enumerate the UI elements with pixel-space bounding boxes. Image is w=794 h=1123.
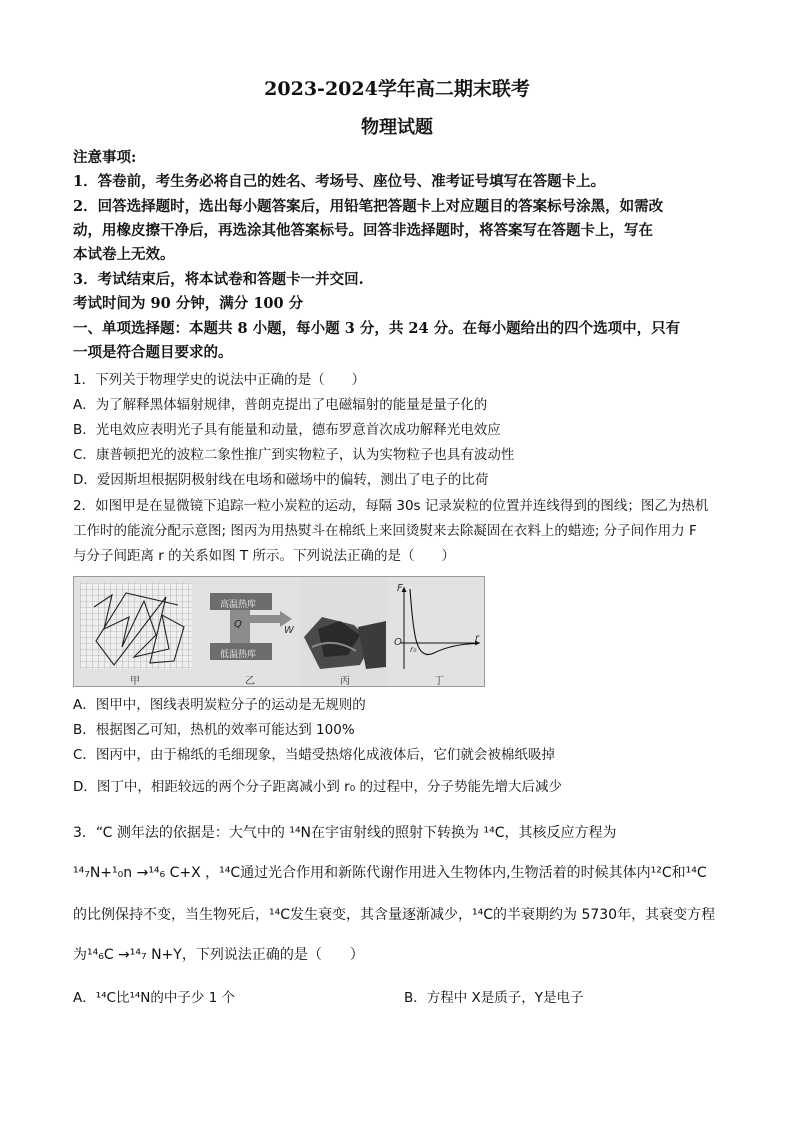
q2-stem-1: 2．如图甲是在显微镜下追踪一粒小炭粒的运动，每隔 30s 记录炭粒的位置并连线得到的图线；图乙为热机 xyxy=(73,498,709,514)
q1-option-a: A．为了解释黑体辐射规律，普朗克提出了电磁辐射的能量是量子化的 xyxy=(73,397,488,413)
figure-jia-brownian xyxy=(74,577,199,686)
q1-option-b: B．光电效应表明光子具有能量和动量，德布罗意首次成功解释光电效应 xyxy=(73,422,501,438)
q1-option-c: C．康普顿把光的波粒二象性推广到实物粒子，认为实物粒子也具有波动性 xyxy=(73,447,515,463)
heat-q-label: Q xyxy=(234,619,242,630)
notice-item-2-cont: 动，用橡皮擦干净后，再选涂其他答案标号。回答非选择题时，将答案写在答题卡上，写在 xyxy=(73,222,653,239)
q2-figure xyxy=(73,576,485,687)
q2-option-a: A．图甲中，图线表明炭粒分子的运动是无规则的 xyxy=(73,697,366,713)
q3-line-2: ¹⁴₇N+¹₀n →¹⁴₆ C+X ，¹⁴C通过光合作用和新陈代谢作用进入生物体内,生物活着的时候其体内¹²C和¹⁴C xyxy=(73,865,707,881)
q3-line-1: 3．“C 测年法的依据是：大气中的 ¹⁴N在宇宙射线的照射下转换为 ¹⁴C，其核反应方程为 xyxy=(73,825,617,841)
r0-label: r₀ xyxy=(410,645,417,654)
q3-option-b: B．方程中 X是质子，Y是电子 xyxy=(404,990,584,1006)
q2-option-b: B．根据图乙可知，热机的效率可能达到 100% xyxy=(73,722,355,738)
section-heading-cont: 一项是符合题目要求的。 xyxy=(73,344,233,361)
subject-title: 物理试题 xyxy=(361,117,433,138)
figure-label-jia: 甲 xyxy=(130,676,140,687)
f-axis-label: F xyxy=(397,583,403,594)
q1-stem: 1．下列关于物理学史的说法中正确的是（ ） xyxy=(73,372,366,388)
work-w-label: W xyxy=(284,625,294,636)
origin-label: O xyxy=(394,637,402,648)
section-heading: 一、单项选择题：本题共 8 小题，每小题 3 分，共 24 分。在每小题给出的四个选项中，只有 xyxy=(73,320,681,337)
figure-label-ding: 丁 xyxy=(434,676,444,687)
q2-option-c: C．图丙中，由于棉纸的毛细现象，当蜡受热熔化成液体后，它们就会被棉纸吸掉 xyxy=(73,747,555,763)
r-axis-label: r xyxy=(475,633,480,644)
hot-reservoir-label: 高温热库 xyxy=(220,600,257,610)
notice-item-2: 2．回答选择题时，选出每小题答案后，用铅笔把答题卡上对应题目的答案标号涂黑，如需改 xyxy=(73,198,664,215)
notice-item-3: 3．考试结束后，将本试卷和答题卡一并交回. xyxy=(73,271,364,288)
notice-item-1: 1．答卷前，考生务必将自己的姓名、考场号、座位号、准考证号填写在答题卡上。 xyxy=(73,173,606,190)
exam-title: 2023-2024学年高二期末联考 xyxy=(264,78,530,100)
notice-heading: 注意事项: xyxy=(73,149,137,166)
figure-label-yi: 乙 xyxy=(245,676,255,687)
q2-stem-3: 与分子间距离 r 的关系如图 T 所示。下列说法正确的是（ ） xyxy=(73,548,455,564)
exam-time: 考试时间为 90 分钟，满分 100 分 xyxy=(73,295,304,312)
q1-option-d: D．爱因斯坦根据阴极射线在电场和磁场中的偏转，测出了电子的比荷 xyxy=(73,472,489,488)
cold-reservoir-label: 低温热库 xyxy=(220,650,257,660)
notice-item-2-end: 本试卷上无效。 xyxy=(73,246,175,263)
q3-line-3: 的比例保持不变，当生物死后，¹⁴C发生衰变，其含量逐渐减少，¹⁴C的半衰期约为 5730年，其衰变方程 xyxy=(73,907,716,923)
q2-option-d: D．图丁中，相距较远的两个分子距离减小到 r₀ 的过程中，分子势能先增大后减少 xyxy=(73,779,562,795)
figure-ding-force-curve xyxy=(390,577,484,686)
q3-option-a: A．¹⁴C比¹⁴N的中子少 1 个 xyxy=(73,990,236,1006)
q3-line-4: 为¹⁴₆C →¹⁴₇ N+Y，下列说法正确的是（ ） xyxy=(73,947,364,963)
figure-label-bing: 丙 xyxy=(340,676,350,687)
q2-stem-2: 工作时的能流分配示意图; 图丙为用热熨斗在棉纸上来回烫熨来去除凝固在衣料上的蜡迹; 分子间作用力 F xyxy=(73,523,697,539)
figure-bing-ironing xyxy=(300,577,388,686)
